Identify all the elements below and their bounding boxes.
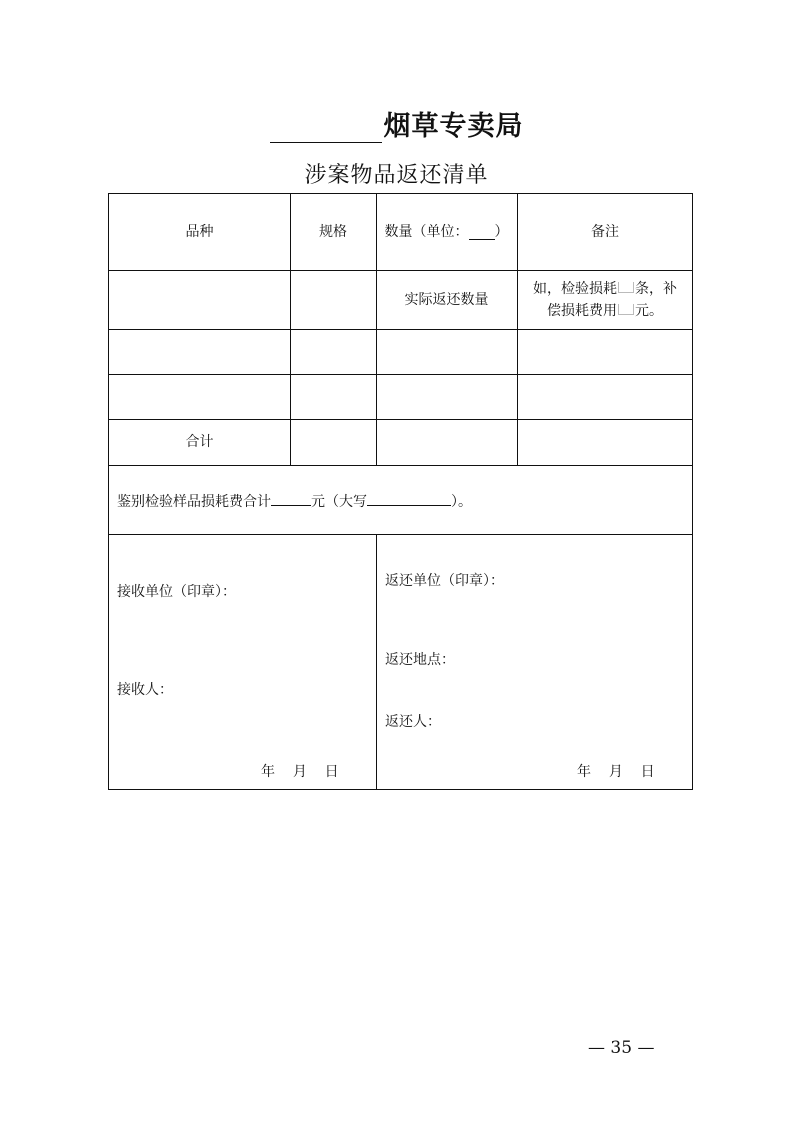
- appraisal-text-1: 鉴别检验样品损耗费合计: [117, 494, 271, 510]
- unit-blank[interactable]: [469, 225, 495, 240]
- variety-cell[interactable]: [109, 374, 290, 419]
- return-place-label: 返还地点：: [385, 652, 455, 668]
- actual-return-quantity: 实际返还数量: [404, 291, 489, 308]
- remark-text-4: 元。: [635, 302, 663, 319]
- appraisal-text-2: 元（大写: [311, 494, 367, 510]
- quantity-label: 数量（单位：: [384, 224, 469, 240]
- col-header-variety: 品种: [185, 224, 214, 240]
- remark-example: [519, 270, 691, 329]
- remark-text-2: 条，补: [635, 280, 677, 297]
- remark-cell[interactable]: [517, 374, 693, 419]
- col-header-spec: 规格: [319, 224, 347, 240]
- appraisal-fee-line: [117, 491, 472, 511]
- returner-unit-label: 返还单位（印章）：: [385, 573, 504, 589]
- quantity-cell[interactable]: [376, 329, 517, 374]
- receiver-date: [261, 761, 339, 781]
- receiver-month: 月: [292, 764, 307, 780]
- row-divider: [109, 465, 692, 466]
- col-divider: [376, 534, 377, 790]
- spec-cell[interactable]: [290, 270, 376, 329]
- quantity-label-close: ）: [494, 224, 509, 240]
- fee-amount-blank[interactable]: [271, 491, 311, 506]
- receiver-unit-label: 接收单位（印章）：: [117, 584, 236, 600]
- form-title: 涉案物品返还清单: [304, 163, 489, 188]
- spec-cell[interactable]: [290, 329, 376, 374]
- total-quantity-cell[interactable]: [376, 419, 517, 465]
- returner-day: 日: [640, 764, 655, 780]
- remark-text-3: 偿损耗费用: [547, 302, 617, 319]
- variety-cell[interactable]: [109, 270, 290, 329]
- receiver-person-label: 接收人：: [117, 682, 173, 698]
- receiver-day: 日: [324, 764, 339, 780]
- remark-text-1: 如，检验损耗: [533, 280, 617, 297]
- spec-cell[interactable]: [290, 374, 376, 419]
- agency-suffix: 烟草专卖局: [383, 111, 524, 142]
- loss-count-blank[interactable]: [618, 282, 634, 293]
- receiver-year: 年: [261, 764, 275, 780]
- agency-name-blank[interactable]: [270, 112, 382, 143]
- document-title: [0, 104, 793, 143]
- quantity-cell[interactable]: [376, 374, 517, 419]
- fee-amount-words-blank[interactable]: [367, 491, 451, 506]
- returner-month: 月: [608, 764, 623, 780]
- returner-person-label: 返还人：: [385, 714, 441, 730]
- total-remark-cell[interactable]: [517, 419, 693, 465]
- remark-cell[interactable]: [517, 329, 693, 374]
- total-label: 合计: [185, 434, 214, 450]
- variety-cell[interactable]: [109, 329, 290, 374]
- col-header-quantity: [376, 194, 517, 270]
- col-header-remarks: 备注: [591, 224, 619, 240]
- returner-date: [577, 761, 655, 781]
- returner-year: 年: [577, 764, 591, 780]
- page-number: — 35 —: [588, 1038, 655, 1058]
- row-divider: [109, 534, 692, 535]
- return-list-form: [108, 193, 693, 790]
- total-spec-cell[interactable]: [290, 419, 376, 465]
- loss-fee-blank[interactable]: [618, 304, 634, 315]
- appraisal-text-3: ）。: [451, 494, 472, 510]
